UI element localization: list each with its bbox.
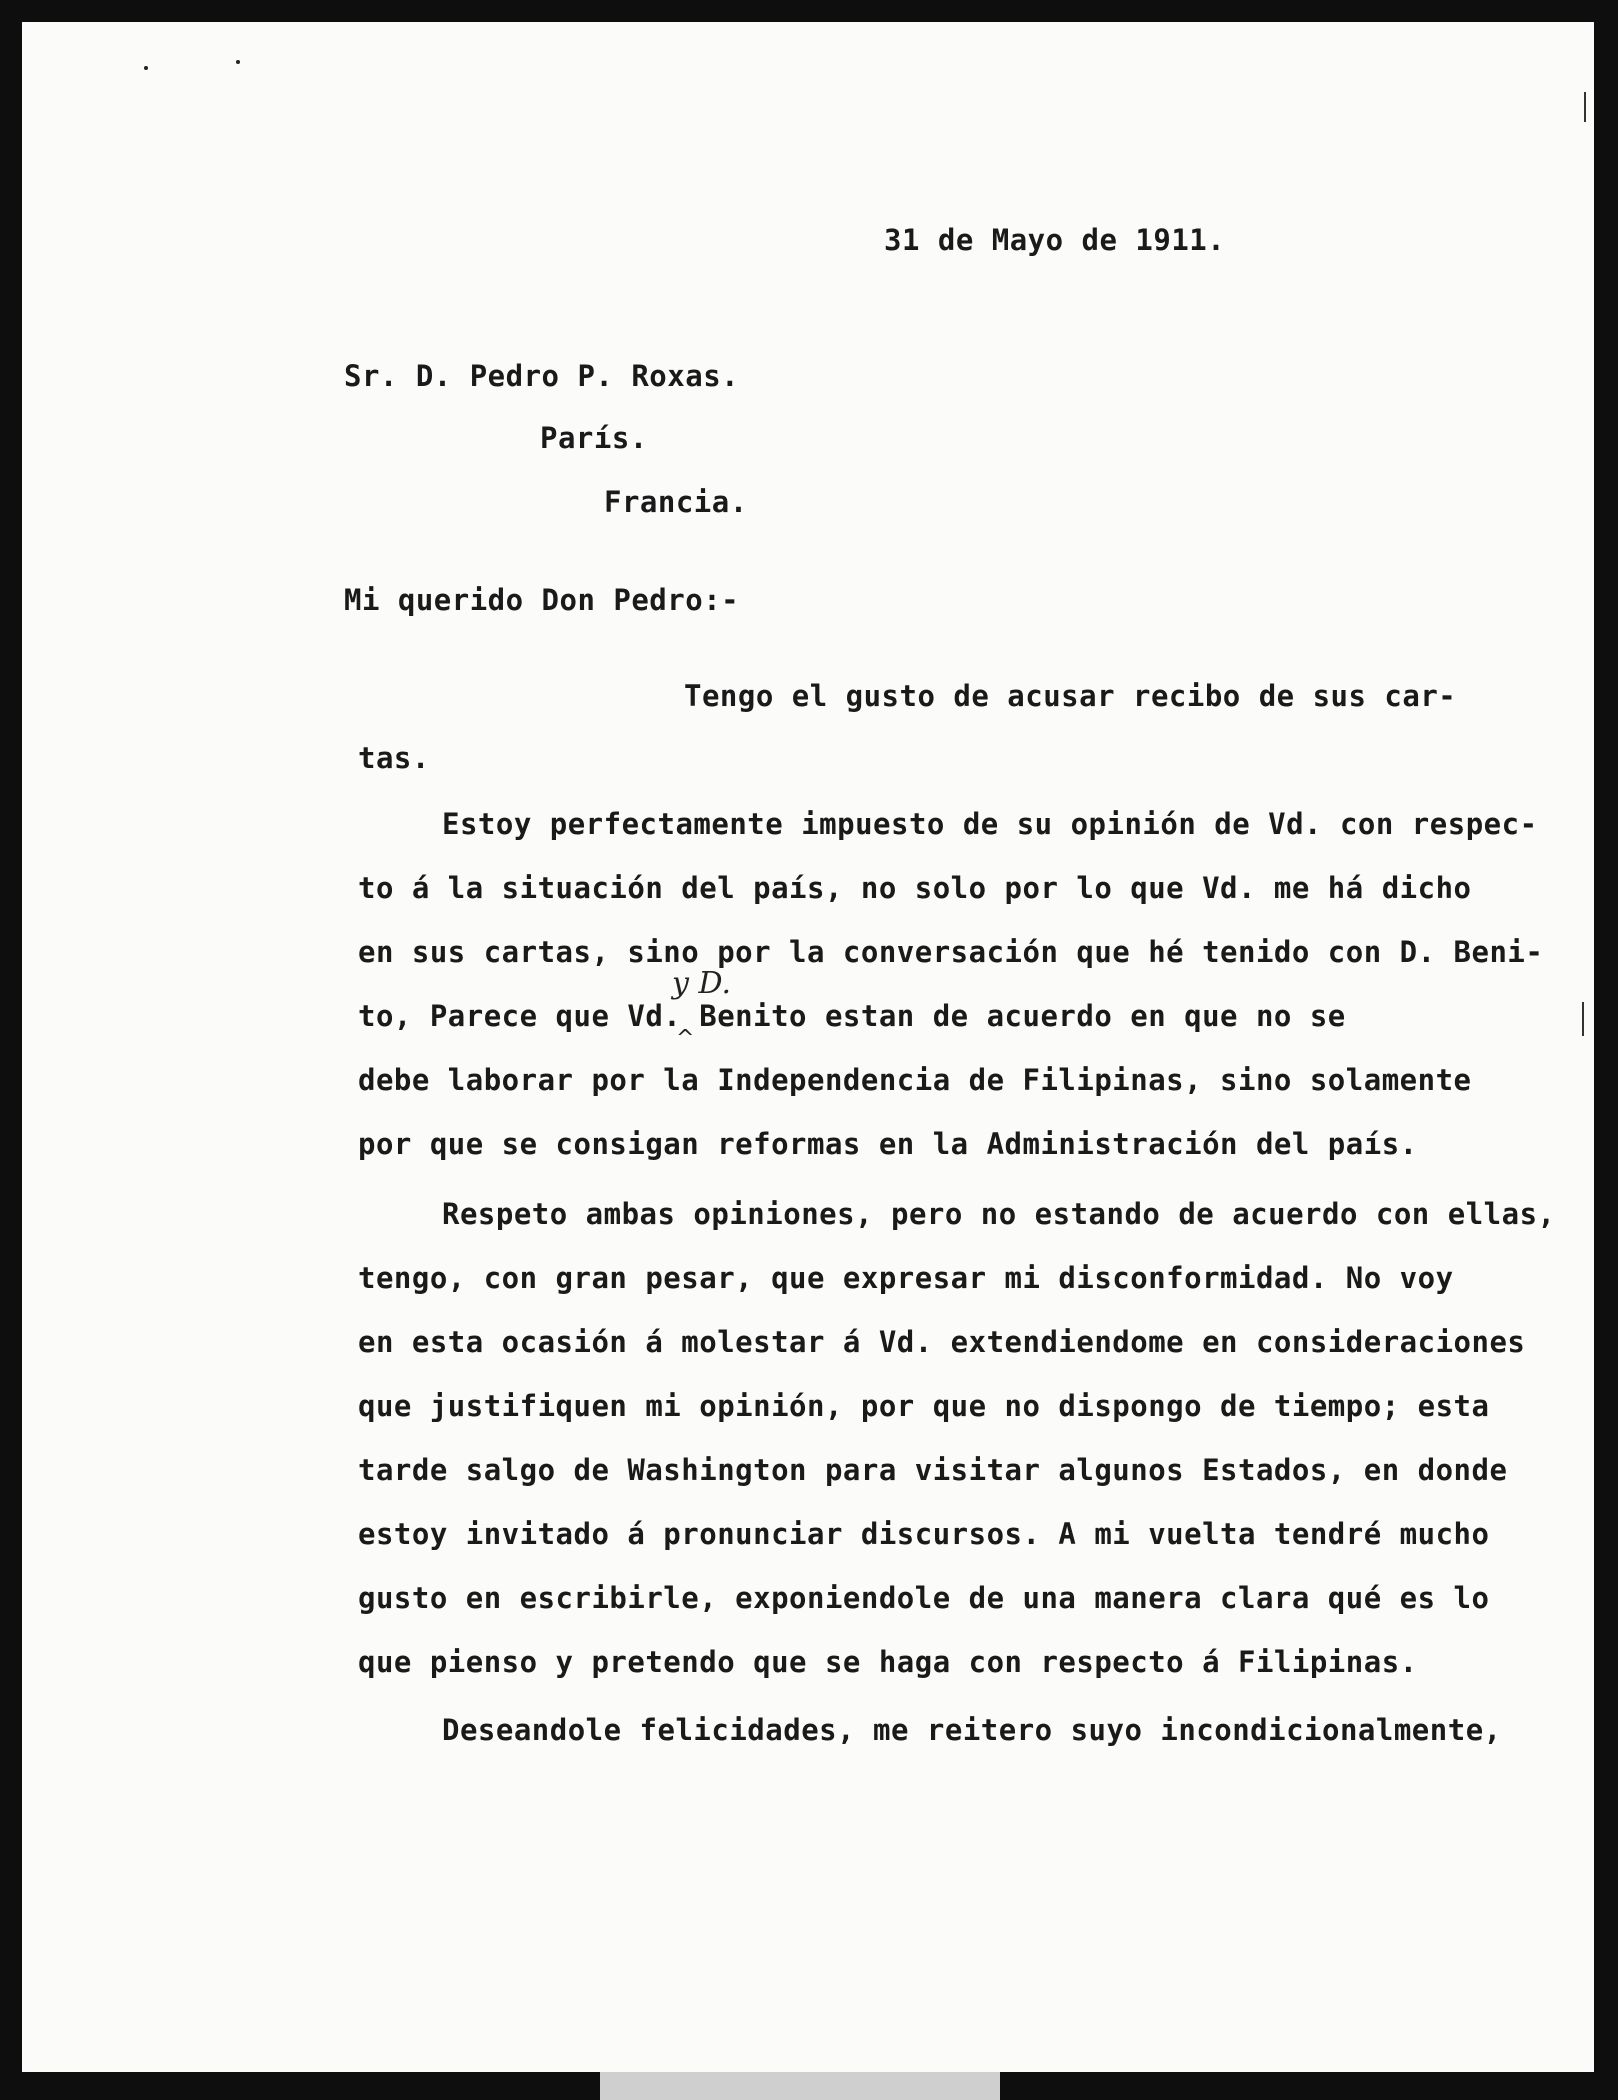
body-line: estoy invitado á pronunciar discursos. A mi vuelta tendré mucho [358, 1517, 1490, 1551]
recipient-name: Sr. D. Pedro P. Roxas. [344, 359, 740, 393]
scan-speck [236, 60, 240, 64]
letter-date: 31 de Mayo de 1911. [884, 223, 1226, 257]
body-line: tarde salgo de Washington para visitar algunos Estados, en donde [358, 1453, 1508, 1487]
body-line: Respeto ambas opiniones, pero no estando de acuerdo con ellas, [442, 1197, 1556, 1231]
body-line: tas. [358, 741, 430, 775]
body-line: Estoy perfectamente impuesto de su opinión de Vd. con respec- [442, 807, 1538, 841]
body-line: gusto en escribirle, exponiendole de una manera clara qué es lo [358, 1581, 1490, 1615]
body-line: to á la situación del país, no solo por lo que Vd. me há dicho [358, 871, 1472, 905]
body-line: que justifiquen mi opinión, por que no dispongo de tiempo; esta [358, 1389, 1490, 1423]
body-line: Tengo el gusto de acusar recibo de sus car- [684, 679, 1457, 713]
letter-page [22, 22, 1594, 2072]
scan-edge-mark [1584, 92, 1586, 122]
body-line: to, Parece que Vd. Benito estan de acuerdo en que no se [358, 999, 1346, 1033]
salutation: Mi querido Don Pedro:- [344, 583, 740, 617]
scan-bottom-strip [600, 2072, 1000, 2100]
body-line: en esta ocasión á molestar á Vd. extendiendome en consideraciones [358, 1325, 1526, 1359]
handwritten-insert: y D. [672, 966, 732, 1001]
scan-speck [144, 66, 148, 70]
recipient-city: París. [540, 421, 648, 455]
insert-caret: ^ [676, 1026, 695, 1051]
body-line: debe laborar por la Independencia de Filipinas, sino solamente [358, 1063, 1472, 1097]
recipient-country: Francia. [604, 485, 748, 519]
scan-edge-mark [1582, 1002, 1584, 1036]
body-line: en sus cartas, sino por la conversación que hé tenido con D. Beni- [358, 935, 1544, 969]
closing-line: Deseandole felicidades, me reitero suyo incondicionalmente, [442, 1713, 1502, 1747]
body-line: por que se consigan reformas en la Administración del país. [358, 1127, 1418, 1161]
body-line: que pienso y pretendo que se haga con respecto á Filipinas. [358, 1645, 1418, 1679]
body-line: tengo, con gran pesar, que expresar mi disconformidad. No voy [358, 1261, 1454, 1295]
